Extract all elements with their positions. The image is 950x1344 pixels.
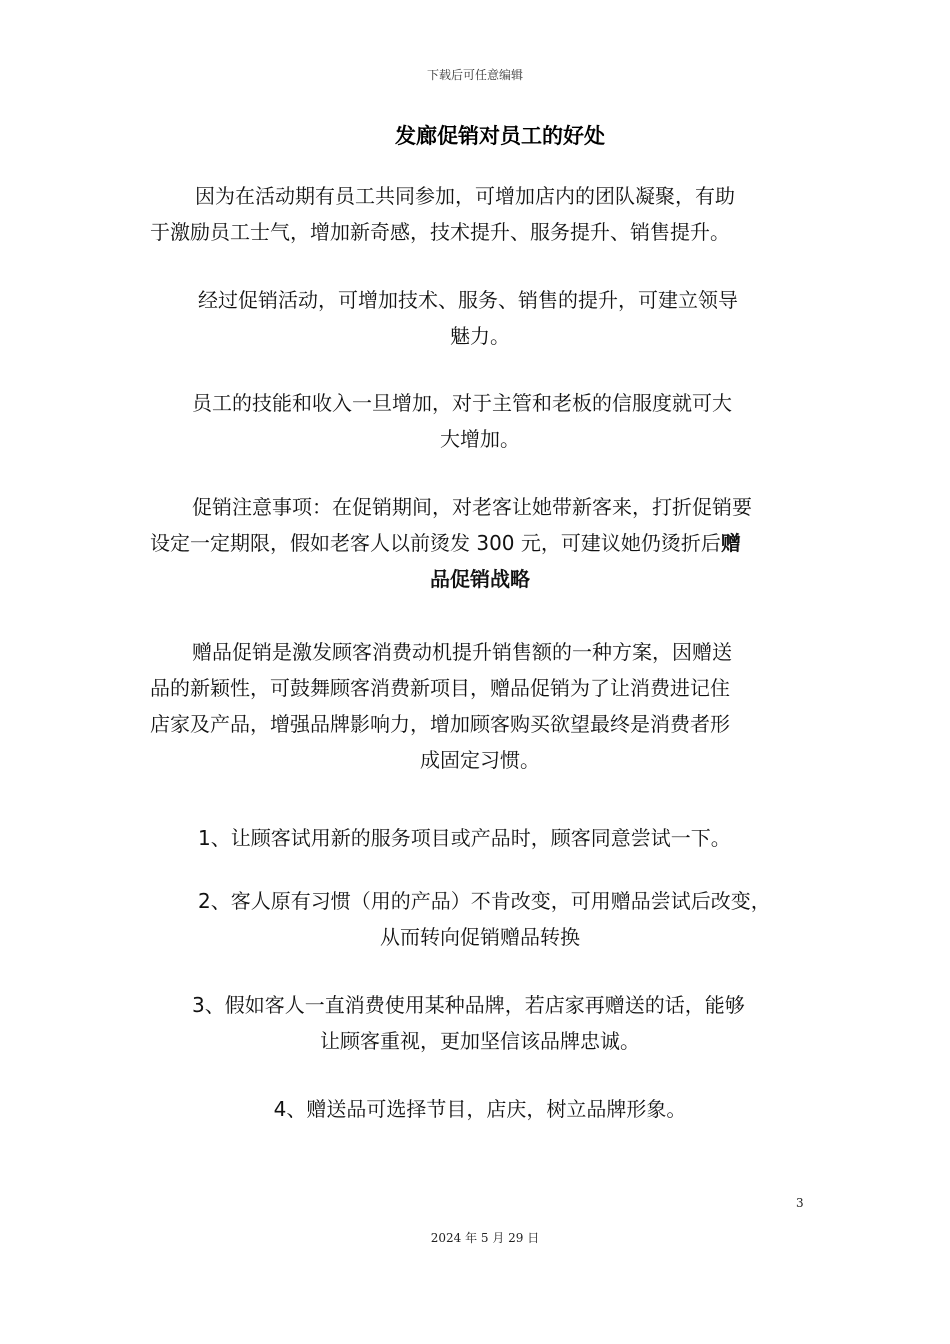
list-item-3 (150, 987, 810, 1059)
page-header: 下载后可任意编辑 (426, 68, 523, 82)
paragraph-3-line-1: 员工的技能和收入一旦增加，对于主管和老板的信服度就可大 (192, 391, 732, 415)
paragraph-2-line-2: 魅力。 (450, 324, 510, 348)
list-item-2-line-2: 从而转向促销赠品转换 (380, 925, 580, 949)
list-item-1-line-1: 1、让顾客试用新的服务项目或产品时，顾客同意尝试一下。 (198, 826, 731, 850)
paragraph-4-line-1: 促销注意事项：在促销期间，对老客让她带新客来，打折促销要 (192, 495, 752, 519)
paragraph-5 (150, 634, 810, 778)
list-item-2-line-1: 2、客人原有习惯（用的产品）不肯改变，可用赠品尝试后改变， (198, 889, 771, 913)
section-heading-gift-promotion: 品促销战略 (430, 567, 530, 591)
list-item-1 (150, 820, 810, 856)
list-item-4 (150, 1091, 810, 1127)
paragraph-4 (150, 489, 810, 597)
paragraph-4-line-2-bold: 赠 (720, 531, 741, 555)
paragraph-5-line-4: 成固定习惯。 (420, 748, 540, 772)
list-item-3-line-2: 让顾客重视，更加坚信该品牌忠诚。 (320, 1029, 640, 1053)
list-item-3-line-1: 3、假如客人一直消费使用某种品牌，若店家再赠送的话，能够 (192, 993, 745, 1017)
paragraph-5-line-3: 店家及产品，增强品牌影响力，增加顾客购买欲望最终是消费者形 (150, 712, 730, 736)
paragraph-1 (150, 178, 810, 250)
page-number: 3 (796, 1196, 804, 1210)
paragraph-5-line-2: 品的新颖性，可鼓舞顾客消费新项目，赠品促销为了让消费进记住 (150, 676, 730, 700)
page-footer-date: 2024 年 5 月 29 日 (430, 1231, 540, 1245)
document-title: 发廊促销对员工的好处 (395, 124, 605, 148)
list-item-4-line-1: 4、赠送品可选择节目，店庆，树立品牌形象。 (273, 1097, 687, 1121)
list-item-2 (150, 883, 810, 955)
paragraph-4-line-2-text: 设定一定期限，假如老客人以前烫发 300 元，可建议她仍烫折后 (150, 531, 721, 555)
paragraph-1-line-1: 因为在活动期有员工共同参加，可增加店内的团队凝聚，有助 (195, 184, 735, 208)
paragraph-3 (150, 385, 810, 457)
paragraph-3-line-2: 大增加。 (440, 427, 520, 451)
paragraph-2-line-1: 经过促销活动，可增加技术、服务、销售的提升，可建立领导 (198, 288, 738, 312)
paragraph-4-line-2 (150, 525, 810, 561)
paragraph-1-line-2: 于激励员工士气，增加新奇感，技术提升、服务提升、销售提升。 (150, 220, 730, 244)
paragraph-5-line-1: 赠品促销是激发顾客消费动机提升销售额的一种方案，因赠送 (192, 640, 732, 664)
paragraph-2 (150, 282, 810, 354)
